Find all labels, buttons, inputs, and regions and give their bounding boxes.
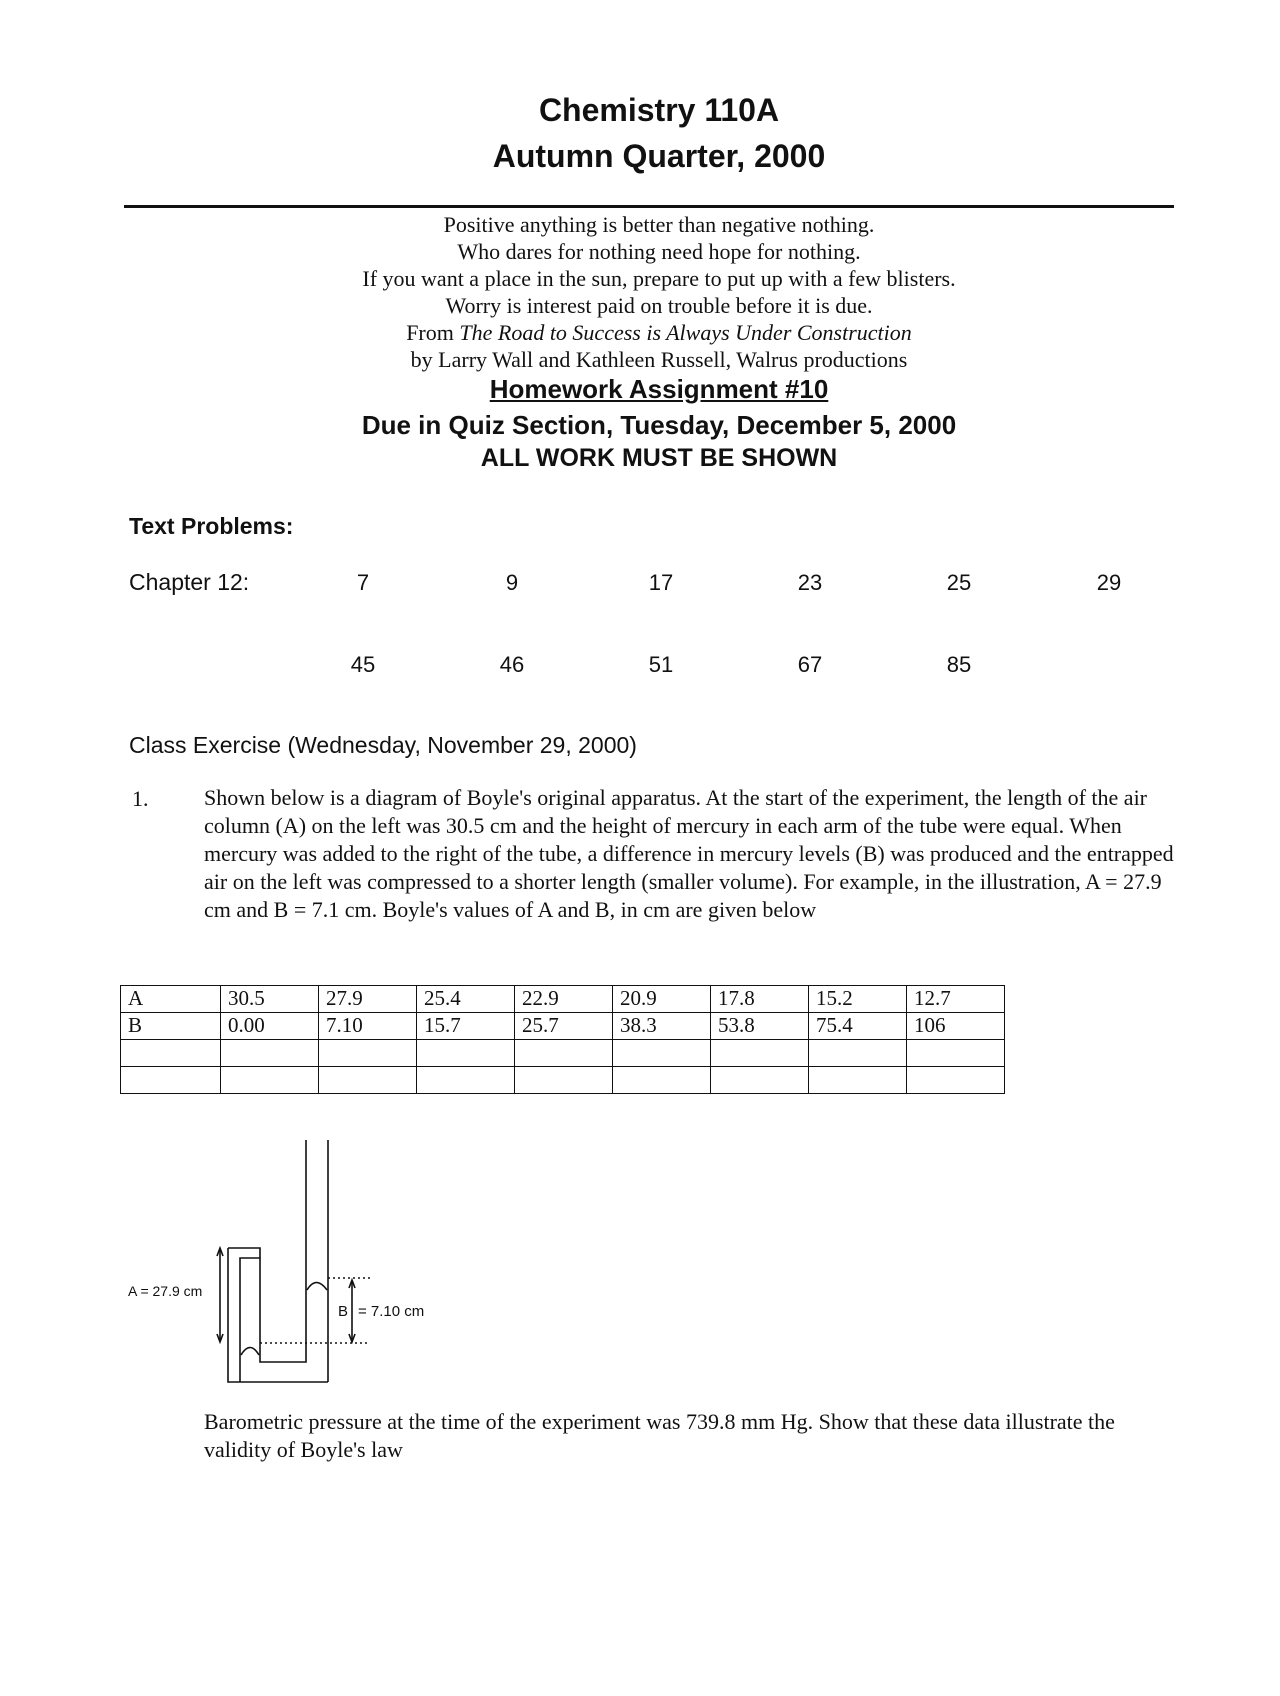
- source-book-title: The Road to Success is Always Under Construction: [459, 320, 912, 345]
- row-label: [121, 1067, 221, 1094]
- quote-3: If you want a place in the sun, prepare to put up with a few blisters.: [362, 266, 956, 291]
- table-cell: 25.7: [515, 1013, 613, 1040]
- table-cell: [711, 1040, 809, 1067]
- problem-number: 45: [350, 652, 376, 677]
- question-number: 1.: [132, 786, 149, 811]
- problem-number: 67: [797, 652, 823, 677]
- quote-source: [0, 320, 1280, 346]
- table-cell: [907, 1067, 1005, 1094]
- closed-top: [228, 1248, 260, 1258]
- question-text: Shown below is a diagram of Boyle's original apparatus. At the start of the experiment, the length of the air column (A) on the left was 30.5 cm and the height of mercury in each arm of the tube were equal. When mercury was added to the right of the tube, a difference in mercury levels (B) was produced and the entrapped air on the left was compressed to a shorter length (smaller volume). For example, in the illustration, A = 27.9 cm and B = 7.1 cm. Boyle's values of A and B, in cm are given below: [204, 785, 1174, 922]
- table-cell: 27.9: [319, 986, 417, 1013]
- table-cell: 17.8: [711, 986, 809, 1013]
- quote-2: Who dares for nothing need hope for nothing.: [457, 239, 861, 264]
- problem-number: 29: [1096, 570, 1122, 595]
- source-prefix: From: [406, 320, 460, 345]
- table-row: [121, 1067, 1005, 1094]
- table-cell: 25.4: [417, 986, 515, 1013]
- table-cell: [417, 1067, 515, 1094]
- boyle-apparatus-diagram: [120, 1140, 480, 1400]
- table-cell: 22.9: [515, 986, 613, 1013]
- table-cell: [907, 1040, 1005, 1067]
- course-title: Chemistry 110A: [538, 92, 780, 128]
- left-meniscus: [241, 1348, 259, 1356]
- barometric-text: Barometric pressure at the time of the experiment was 739.8 mm Hg. Show that these data illustrate the validity of Boyle's law: [204, 1409, 1115, 1462]
- table-cell: 20.9: [613, 986, 711, 1013]
- table-cell: 7.10: [319, 1013, 417, 1040]
- term-title: Autumn Quarter, 2000: [492, 138, 826, 174]
- chapter-label: Chapter 12:: [129, 569, 250, 595]
- label-b-letter: B: [338, 1303, 349, 1320]
- table-cell: [613, 1040, 711, 1067]
- label-b-value: = 7.10 cm: [358, 1303, 425, 1320]
- problem-number: 23: [797, 570, 823, 595]
- work-note: ALL WORK MUST BE SHOWN: [480, 444, 838, 472]
- right-meniscus: [307, 1283, 327, 1291]
- problem-number: 7: [356, 570, 370, 595]
- boyle-data-table: [120, 985, 1005, 1094]
- table-cell: [319, 1067, 417, 1094]
- u-tube-inner: [240, 1258, 306, 1382]
- table-cell: 12.7: [907, 986, 1005, 1013]
- due-date: Due in Quiz Section, Tuesday, December 5, 2000: [361, 410, 957, 440]
- table-cell: [809, 1040, 907, 1067]
- table-cell: [319, 1040, 417, 1067]
- row-label: B: [121, 1013, 221, 1040]
- quote-byline: by Larry Wall and Kathleen Russell, Walrus productions: [410, 347, 908, 372]
- problem-number: 25: [946, 570, 972, 595]
- homework-title: Homework Assignment #10: [489, 374, 829, 404]
- table-cell: 106: [907, 1013, 1005, 1040]
- table-cell: 0.00: [221, 1013, 319, 1040]
- table-row: [121, 1040, 1005, 1067]
- table-cell: [809, 1067, 907, 1094]
- table-cell: [515, 1040, 613, 1067]
- table-cell: [221, 1067, 319, 1094]
- problem-number: 17: [648, 570, 674, 595]
- table-cell: 15.2: [809, 986, 907, 1013]
- table-row: [121, 1013, 1005, 1040]
- table-cell: [613, 1067, 711, 1094]
- problem-number: 51: [648, 652, 674, 677]
- quote-1: Positive anything is better than negative nothing.: [443, 212, 875, 237]
- row-label: [121, 1040, 221, 1067]
- label-a: A = 27.9 cm: [128, 1283, 203, 1299]
- text-problems-heading: Text Problems:: [129, 513, 294, 539]
- problem-number: 9: [505, 570, 519, 595]
- table-cell: [515, 1067, 613, 1094]
- table-cell: 53.8: [711, 1013, 809, 1040]
- row-label: A: [121, 986, 221, 1013]
- problem-number: 85: [946, 652, 972, 677]
- quote-4: Worry is interest paid on trouble before it is due.: [445, 293, 873, 318]
- table-cell: 15.7: [417, 1013, 515, 1040]
- problem-number: 46: [499, 652, 525, 677]
- table-cell: 30.5: [221, 986, 319, 1013]
- table-cell: [711, 1067, 809, 1094]
- table-cell: [221, 1040, 319, 1067]
- table-row: [121, 986, 1005, 1013]
- table-cell: [417, 1040, 515, 1067]
- class-exercise-heading: Class Exercise (Wednesday, November 29, 2000): [129, 732, 637, 758]
- header-rule: [124, 205, 1174, 208]
- table-cell: 38.3: [613, 1013, 711, 1040]
- table-cell: 75.4: [809, 1013, 907, 1040]
